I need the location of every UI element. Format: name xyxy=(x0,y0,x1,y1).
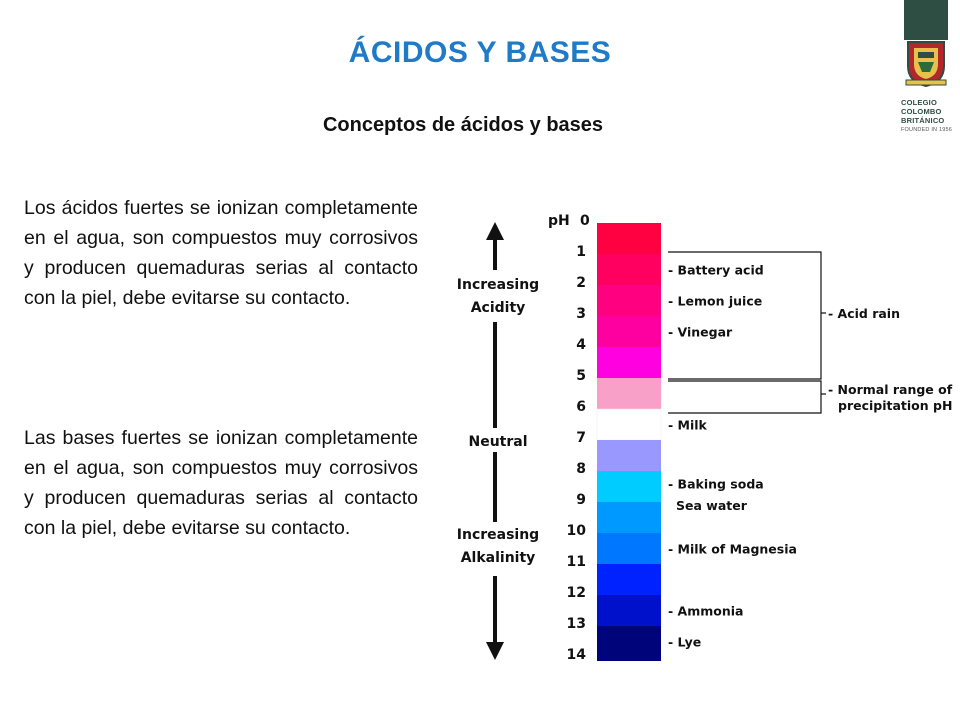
ph-band-5 xyxy=(597,378,661,409)
normal-range-bracket xyxy=(668,381,821,413)
ph-band-9 xyxy=(597,502,661,533)
acid-rain-label: - Acid rain xyxy=(828,306,900,321)
ph-item-label: - Baking soda xyxy=(668,476,764,492)
ph-item-label: - Milk xyxy=(668,417,707,433)
ph-axis-label: pH xyxy=(548,213,570,229)
ph-item-label: - Milk of Magnesia xyxy=(668,541,797,557)
ph-tick-12: 12 xyxy=(566,585,586,601)
ph-band-4 xyxy=(597,347,661,378)
ph-band-0 xyxy=(597,223,661,254)
ph-tick-4: 4 xyxy=(576,337,586,353)
ph-band-6 xyxy=(597,409,661,440)
ph-tick-1: 1 xyxy=(576,244,586,260)
ph-tick-5: 5 xyxy=(576,368,586,384)
increasing-acidity-line1: Increasing xyxy=(456,277,540,293)
ph-band-11 xyxy=(597,564,661,595)
ph-scale-chart xyxy=(440,200,955,675)
logo-banner xyxy=(904,0,948,40)
logo-line-1: COLEGIO xyxy=(901,98,937,107)
crest-icon xyxy=(904,38,948,88)
ph-tick-10: 10 xyxy=(566,523,586,539)
ph-band-14 xyxy=(597,626,661,661)
ph-tick-6: 6 xyxy=(576,399,586,415)
logo-line-3: BRITÁNICO xyxy=(901,116,945,125)
slide-subtitle: Conceptos de ácidos y bases xyxy=(322,114,604,136)
increasing-alkalinity-line1: Increasing xyxy=(456,527,540,543)
ph-band-7 xyxy=(597,440,661,471)
ph-tick-11: 11 xyxy=(566,554,586,570)
ph-band-3 xyxy=(597,316,661,347)
normal-range-line2: precipitation pH xyxy=(838,398,953,413)
ph-item-label: - Ammonia xyxy=(668,603,744,619)
ph-tick-13: 13 xyxy=(566,616,586,632)
increasing-acidity-line2: Acidity xyxy=(470,300,526,316)
ph-item-label: Sea water xyxy=(676,498,747,514)
ph-tick-7: 7 xyxy=(576,430,586,446)
ph-tick-3: 3 xyxy=(576,306,586,322)
ph-item-label: - Lemon juice xyxy=(668,293,763,309)
ph-band-2 xyxy=(597,285,661,316)
neutral-label: Neutral xyxy=(468,434,528,450)
ph-band-12 xyxy=(597,595,661,626)
increasing-alkalinity-line2: Alkalinity xyxy=(460,550,536,566)
arrow-down-icon xyxy=(486,642,504,660)
slide-title: ÁCIDOS Y BASES xyxy=(348,36,612,69)
ph-tick-8: 8 xyxy=(576,461,586,477)
ph-band-8 xyxy=(597,471,661,502)
normal-range-line1: - Normal range of xyxy=(828,382,953,397)
ph-tick-0: 0 xyxy=(580,213,590,229)
ph-band-1 xyxy=(597,254,661,285)
school-logo xyxy=(897,0,960,140)
acids-paragraph: Los ácidos fuertes se ionizan completamente en el agua, son compuestos muy corrosivos y producen quemaduras serias al contacto con la piel, debe evitarse su contacto. xyxy=(24,197,418,309)
ph-item-label: - Battery acid xyxy=(668,262,764,278)
ph-tick-9: 9 xyxy=(576,492,586,508)
arrow-up-icon xyxy=(486,222,504,240)
bases-paragraph: Las bases fuertes se ionizan completamente en el agua, son compuestos muy corrosivos y producen quemaduras serias al contacto con la piel, debe evitarse su contacto. xyxy=(24,427,418,539)
ph-item-label: - Lye xyxy=(668,634,702,650)
ph-tick-2: 2 xyxy=(576,275,586,291)
ph-tick-14: 14 xyxy=(566,647,586,663)
ph-band-10 xyxy=(597,533,661,564)
ph-item-label: - Vinegar xyxy=(668,324,733,340)
logo-founded: FOUNDED IN 1956 xyxy=(901,127,952,133)
logo-line-2: COLOMBO xyxy=(901,107,942,116)
